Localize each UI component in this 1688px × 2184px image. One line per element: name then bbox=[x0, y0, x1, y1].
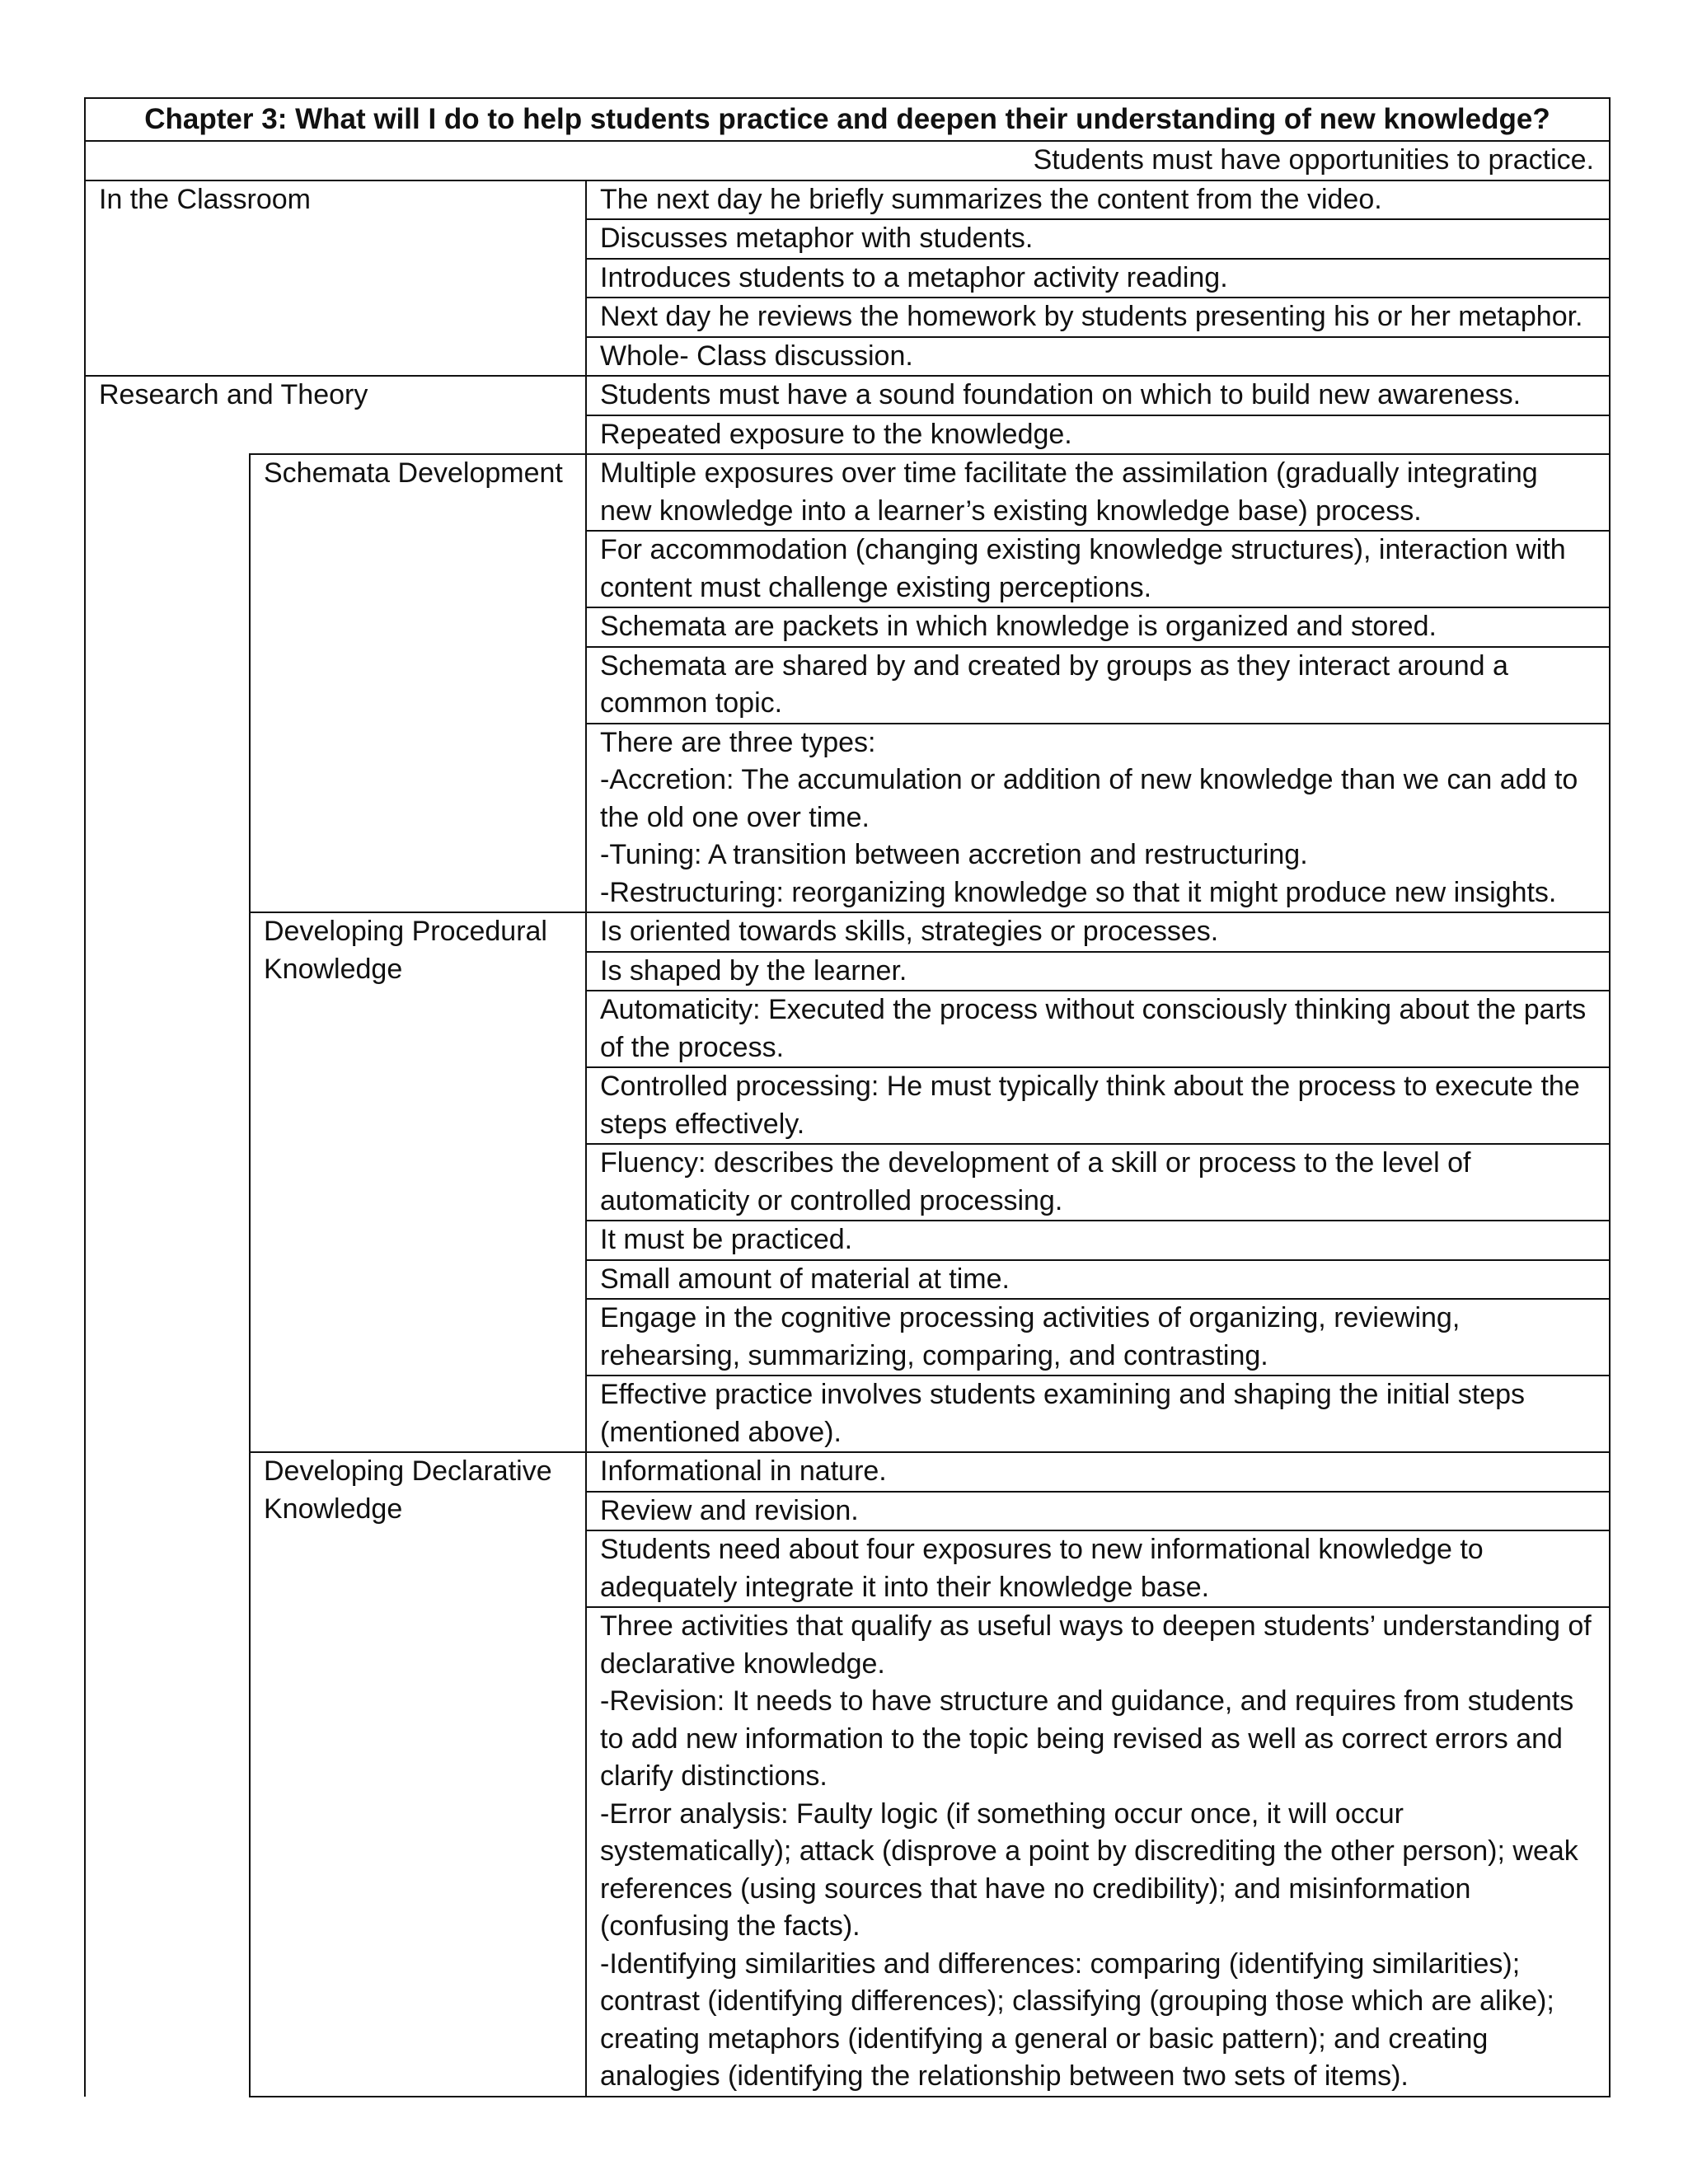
subsection-label-declarative: Developing Declarative Knowledge bbox=[250, 1452, 586, 2097]
declarative-activity-error-analysis: -Error analysis: Faulty logic (if something occur once, it will occur systematically); attack (disprove a point by discrediting the other person); weak references (using sources that have no credibility); and misinformation (confusing the facts). bbox=[600, 1797, 1578, 1942]
table-cell: Introduces students to a metaphor activity reading. bbox=[586, 259, 1610, 298]
table-cell: Multiple exposures over time facilitate the assimilation (gradually integrating new knowledge into a learner’s existing knowledge base) process. bbox=[586, 454, 1610, 531]
section-label-research: Research and Theory bbox=[85, 376, 586, 415]
chapter-summary-table bbox=[84, 97, 1611, 2097]
table-row bbox=[85, 376, 1610, 415]
chapter-subtitle: Students must have opportunities to practice. bbox=[85, 141, 1610, 180]
schemata-types-intro: There are three types: bbox=[600, 726, 876, 758]
table-cell: Students need about four exposures to new informational knowledge to adequately integrate it into their knowledge base. bbox=[586, 1530, 1610, 1607]
chapter-title: Chapter 3: What will I do to help students practice and deepen their understanding of new knowledge? bbox=[85, 98, 1610, 141]
table-cell: Automaticity: Executed the process without consciously thinking about the parts of the process. bbox=[586, 991, 1610, 1067]
table-cell: Students must have a sound foundation on which to build new awareness. bbox=[586, 376, 1610, 415]
table-cell: The next day he briefly summarizes the content from the video. bbox=[586, 180, 1610, 220]
schemata-type-tuning: -Tuning: A transition between accretion and restructuring. bbox=[600, 839, 1308, 870]
table-row bbox=[85, 219, 1610, 259]
table-cell: It must be practiced. bbox=[586, 1221, 1610, 1260]
table-row bbox=[85, 531, 1610, 607]
table-cell: Effective practice involves students examining and shaping the initial steps (mentioned above). bbox=[586, 1376, 1610, 1452]
table-cell: Review and revision. bbox=[586, 1492, 1610, 1531]
table-cell: Fluency: describes the development of a skill or process to the level of automaticity or controlled processing. bbox=[586, 1144, 1610, 1221]
subsection-label-schemata: Schemata Development bbox=[250, 454, 586, 531]
table-cell bbox=[586, 724, 1610, 913]
table-row bbox=[85, 647, 1610, 724]
table-cell: Is shaped by the learner. bbox=[586, 952, 1610, 991]
table-cell: Informational in nature. bbox=[586, 1452, 1610, 1492]
table-cell: Repeated exposure to the knowledge. bbox=[586, 415, 1610, 455]
table-cell: Controlled processing: He must typically think about the process to execute the steps effectively. bbox=[586, 1067, 1610, 1144]
table-cell bbox=[586, 1607, 1610, 2097]
indent-spacer bbox=[85, 454, 250, 2097]
subtitle-row bbox=[85, 141, 1610, 180]
declarative-activity-similarities: -Identifying similarities and differences: comparing (identifying similarities); contrast (identifying differences); classifying (grouping those which are alike); creating metaphors (identifying a general or basic pattern); and creating analogies (identifying the relationship between two sets of items). bbox=[600, 1947, 1554, 2092]
section-label-classroom: In the Classroom bbox=[85, 180, 586, 220]
table-row bbox=[85, 415, 1610, 455]
table-row bbox=[85, 259, 1610, 298]
declarative-activity-revision: -Revision: It needs to have structure and guidance, and requires from students to add new information to the topic being revised as well as correct errors and clarify distinctions. bbox=[600, 1685, 1574, 1792]
table-row bbox=[85, 607, 1610, 647]
table-row bbox=[85, 912, 1610, 952]
table-row bbox=[85, 724, 1610, 913]
table-cell: Next day he reviews the homework by students presenting his or her metaphor. bbox=[586, 298, 1610, 337]
table-cell: For accommodation (changing existing knowledge structures), interaction with content must challenge existing perceptions. bbox=[586, 531, 1610, 607]
table-row bbox=[85, 180, 1610, 220]
table-row bbox=[85, 1452, 1610, 1492]
schemata-type-accretion: -Accretion: The accumulation or addition of new knowledge than we can add to the old one over time. bbox=[600, 764, 1578, 833]
table-row bbox=[85, 454, 1610, 531]
table-cell: Discusses metaphor with students. bbox=[586, 219, 1610, 259]
table-cell: Whole- Class discussion. bbox=[586, 337, 1610, 377]
table-cell: Small amount of material at time. bbox=[586, 1260, 1610, 1300]
schemata-type-restructuring: -Restructuring: reorganizing knowledge so that it might produce new insights. bbox=[600, 876, 1557, 908]
table-row bbox=[85, 298, 1610, 337]
table-cell: Is oriented towards skills, strategies or processes. bbox=[586, 912, 1610, 952]
title-row bbox=[85, 98, 1610, 141]
table-cell: Schemata are shared by and created by groups as they interact around a common topic. bbox=[586, 647, 1610, 724]
table-cell: Schemata are packets in which knowledge is organized and stored. bbox=[586, 607, 1610, 647]
table-row bbox=[85, 337, 1610, 377]
declarative-activities-intro: Three activities that qualify as useful ways to deepen students’ understanding of declarative knowledge. bbox=[600, 1610, 1592, 1680]
subsection-label-procedural: Developing Procedural Knowledge bbox=[250, 912, 586, 1452]
table-cell: Engage in the cognitive processing activities of organizing, reviewing, rehearsing, summarizing, comparing, and contrasting. bbox=[586, 1299, 1610, 1376]
